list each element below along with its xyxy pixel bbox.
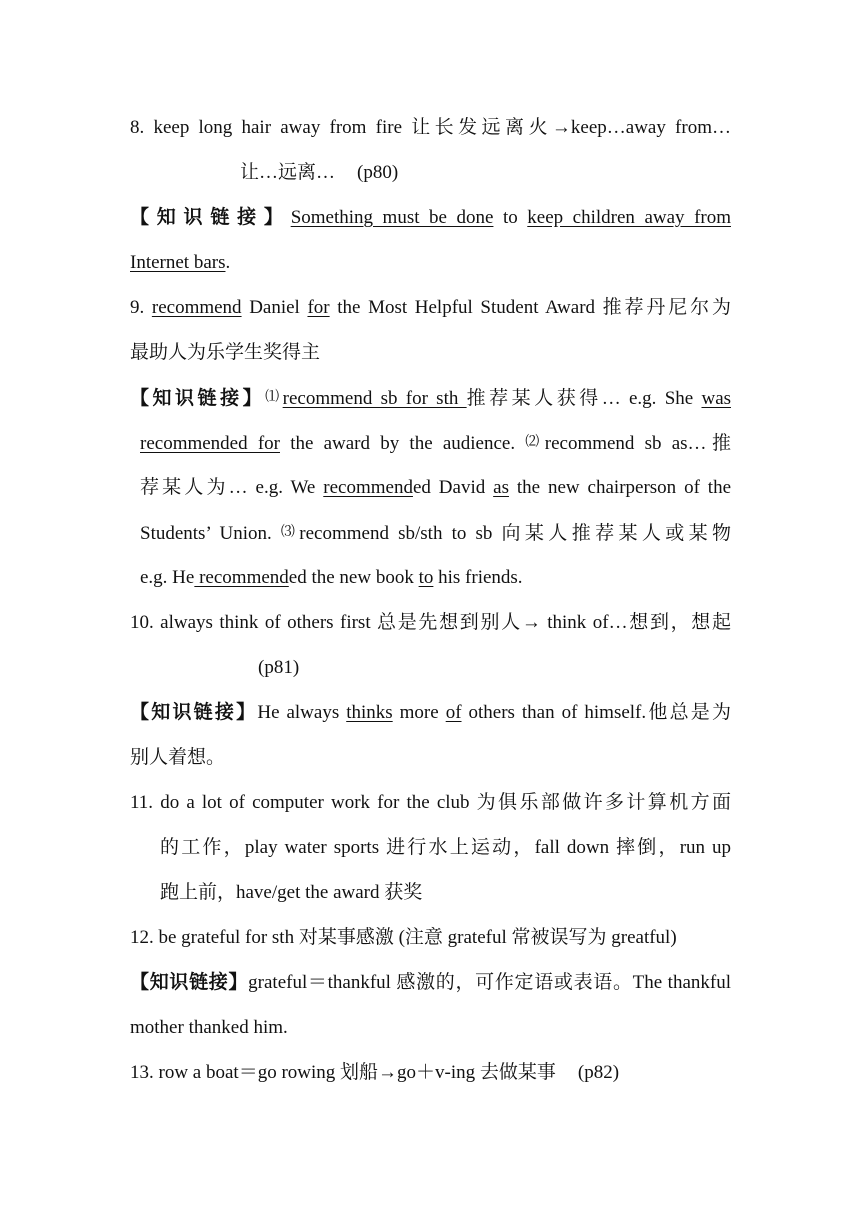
example-underline: Something must be done xyxy=(290,207,494,228)
example-text: 荐某人为… e.g. We xyxy=(140,477,316,498)
example-underline: was xyxy=(701,388,731,409)
example-underline: recommend xyxy=(194,567,289,588)
pattern-translation: 让…远离… xyxy=(240,162,336,183)
item-number: 8. xyxy=(130,117,145,138)
phrase: 12. be grateful for sth 对某事感激 (注意 grateful 常被误写为 greatful) xyxy=(130,927,677,948)
example-translation: 别人着想。 xyxy=(130,747,226,768)
item-11-line-1 xyxy=(130,780,731,825)
example-underline: keep children away from xyxy=(527,207,731,228)
item-11-line-3 xyxy=(160,870,731,915)
example-text: recommend sb/sth to sb 向某人推荐某人或某物 xyxy=(299,523,731,544)
page-ref: (p80) xyxy=(357,162,399,183)
item-11-line-2 xyxy=(160,825,731,870)
example-underline: recommend sb for sth xyxy=(282,388,467,409)
example-text: the award by the audience. xyxy=(290,433,516,454)
example-underline: to xyxy=(418,567,434,588)
example-text: Students’ Union. xyxy=(140,523,272,544)
item-10-knowledge-link xyxy=(130,690,731,735)
item-10-line-4 xyxy=(130,735,731,780)
example-underline: of xyxy=(445,702,462,723)
knowledge-link-label: 【知识链接】 xyxy=(130,972,249,993)
item-10-line-2 xyxy=(258,645,458,690)
list-marker: ⑴ xyxy=(265,390,283,405)
item-9-line-2 xyxy=(130,330,731,375)
item-8-knowledge-link xyxy=(130,195,731,240)
phrase: Daniel xyxy=(249,297,300,318)
example-text: e.g. He xyxy=(140,567,195,588)
example-underline: recommended for xyxy=(140,433,280,454)
phrase: 的工作，play water sports 进行水上运动，fall down 摔倒，run up xyxy=(160,837,731,858)
page-ref: (p81) xyxy=(258,657,300,678)
example-underline: recommend xyxy=(323,477,413,498)
list-marker: ⑵ xyxy=(525,435,545,450)
item-9-line-4 xyxy=(140,420,731,465)
phrase: keep long hair away from fire xyxy=(153,117,403,138)
example-text: recommend sb as…推 xyxy=(544,433,731,454)
item-9-knowledge-link xyxy=(130,375,731,420)
item-9-line-5 xyxy=(140,465,731,510)
example-text: ed David xyxy=(412,477,486,498)
example-text: grateful＝thankful 感激的，可作定语或表语。The thankful xyxy=(248,972,731,993)
phrase-translation: 让长发远离火 xyxy=(411,117,552,138)
example-underline: as xyxy=(493,477,509,498)
item-12-line-3 xyxy=(130,1005,731,1050)
example-text: mother thanked him. xyxy=(130,1017,288,1038)
item-number: 9. xyxy=(130,297,145,318)
example-underline: thinks xyxy=(346,702,393,723)
item-8-knowledge-link-cont xyxy=(130,240,731,285)
item-12-line-1 xyxy=(130,915,731,960)
phrase: 11. do a lot of computer work for the club 为俱乐部做许多计算机方面 xyxy=(130,792,731,813)
phrase: 13. row a boat＝go rowing 划船→go＋v-ing 去做某事 xyxy=(130,1062,556,1083)
item-10-line-1 xyxy=(130,600,731,645)
phrase: 10. always think of others first 总是先想到别人→ think of…想到，想起 xyxy=(130,612,731,633)
example-text: 推荐某人获得… e.g. She xyxy=(466,388,694,409)
item-12-knowledge-link xyxy=(130,960,731,1005)
example-text: He always xyxy=(257,702,340,723)
example-text: ed the new book xyxy=(288,567,414,588)
item-9-line-6 xyxy=(140,510,731,555)
phrase: 跑上前，have/get the award 获奖 xyxy=(160,882,423,903)
item-9-line-7 xyxy=(140,555,731,600)
list-marker: ⑶ xyxy=(280,525,300,540)
example-underline: Internet bars xyxy=(130,252,226,273)
knowledge-link-label: 【知识链接】 xyxy=(130,207,291,228)
knowledge-link-label: 【知识链接】 xyxy=(130,388,266,409)
example-text: to xyxy=(502,207,518,228)
item-8-line-1 xyxy=(130,105,731,150)
phrase-translation: 最助人为乐学生奖得主 xyxy=(130,342,321,363)
phrase: the Most Helpful Student Award 推荐丹尼尔为 xyxy=(337,297,731,318)
example-underline: recommend xyxy=(151,297,242,318)
example-text: others than of himself.他总是为 xyxy=(468,702,731,723)
example-underline: for xyxy=(307,297,330,318)
knowledge-link-label: 【知识链接】 xyxy=(130,702,258,723)
page-ref: (p82) xyxy=(577,1062,620,1083)
phrase-pattern: →keep…away from… xyxy=(551,117,731,138)
example-text: the new chairperson of the xyxy=(516,477,731,498)
example-text: his friends. xyxy=(438,567,523,588)
item-8-line-2 xyxy=(240,150,640,195)
example-text: more xyxy=(399,702,439,723)
item-13-line-1 xyxy=(130,1050,731,1095)
punctuation: . xyxy=(225,252,231,273)
item-9-line-1 xyxy=(130,285,731,330)
